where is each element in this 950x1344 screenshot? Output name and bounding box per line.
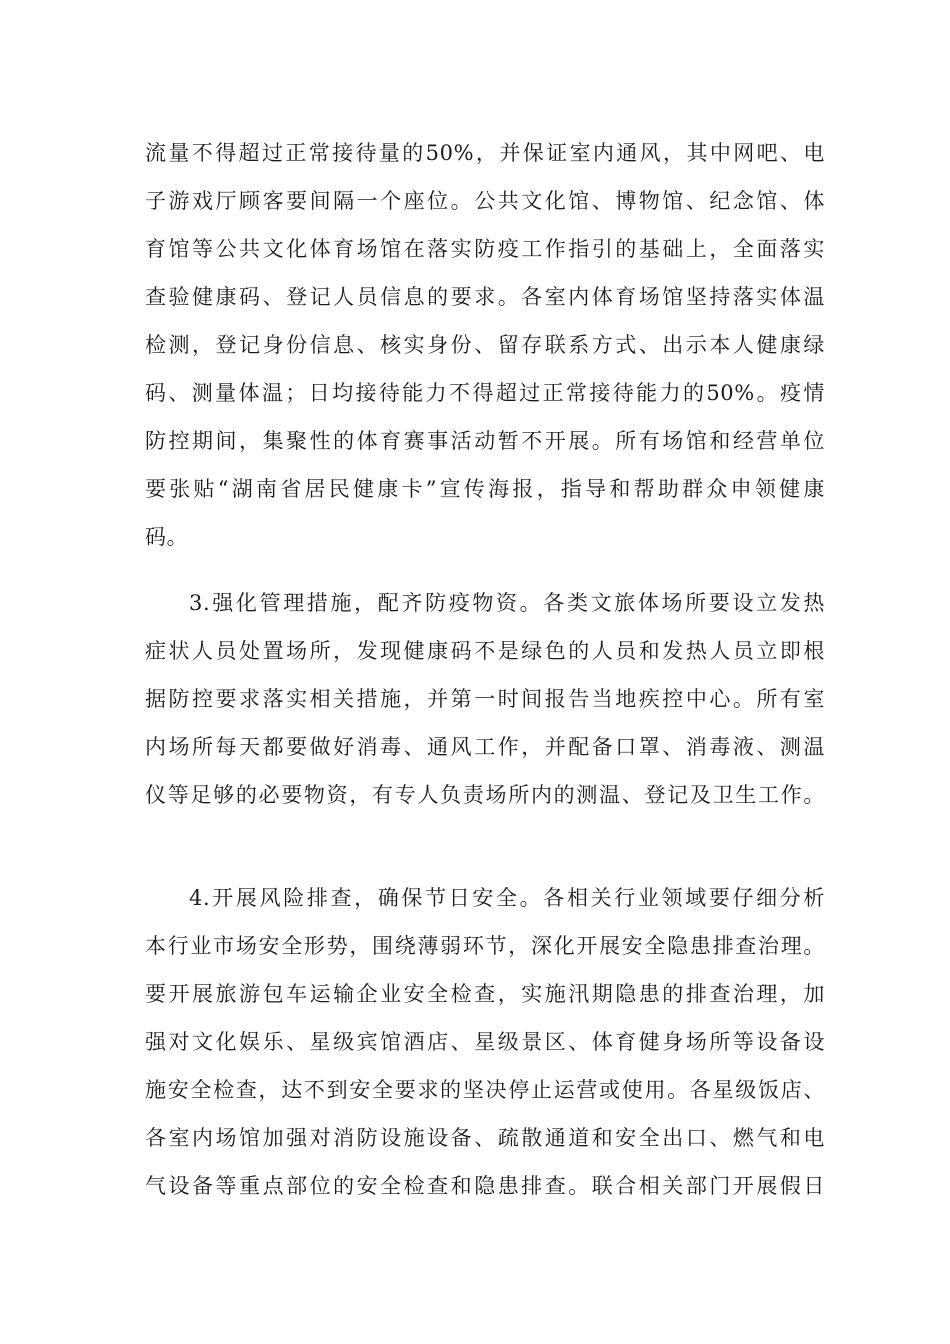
- text-line: 码。: [145, 525, 189, 549]
- text-line: 育馆等公共文化体育场馆在落实防疫工作指引的基础上，全面落实: [145, 237, 825, 261]
- text-line: 检测，登记身份信息、核实身份、留存联系方式、出示本人健康绿: [145, 333, 825, 357]
- text-line: 据防控要求落实相关措施，并第一时间报告当地疾控中心。所有室: [145, 687, 825, 711]
- text-line: 各室内场馆加强对消防设施设备、疏散通道和安全出口、燃气和电: [145, 1126, 825, 1150]
- text-line: 防控期间，集聚性的体育赛事活动暂不开展。所有场馆和经营单位: [145, 429, 825, 453]
- text-line: 子游戏厅顾客要间隔一个座位。公共文化馆、博物馆、纪念馆、体: [145, 189, 825, 213]
- text-line: 内场所每天都要做好消毒、通风工作，并配备口罩、消毒液、测温: [145, 735, 825, 759]
- text-line: 本行业市场安全形势，围绕薄弱环节，深化开展安全隐患排查治理。: [145, 934, 825, 958]
- text-line: 强对文化娱乐、星级宾馆酒店、星级景区、体育健身场所等设备设: [145, 1030, 825, 1054]
- text-line: 查验健康码、登记人员信息的要求。各室内体育场馆坚持落实体温: [145, 285, 825, 309]
- section-heading-line: 3.强化管理措施，配齐防疫物资。各类文旅体场所要设立发热: [189, 591, 825, 615]
- text-line: 症状人员处置场所，发现健康码不是绿色的人员和发热人员立即根: [145, 639, 825, 663]
- text-line: 仪等足够的必要物资，有专人负责场所内的测温、登记及卫生工作。: [145, 783, 825, 807]
- text-line: 要开展旅游包车运输企业安全检查，实施汛期隐患的排查治理，加: [145, 982, 825, 1006]
- text-line: 流量不得超过正常接待量的50%，并保证室内通风，其中网吧、电: [145, 141, 825, 165]
- text-line: 要张贴“湖南省居民健康卡”宣传海报，指导和帮助群众申领健康: [145, 477, 825, 501]
- text-line: 码、测量体温；日均接待能力不得超过正常接待能力的50%。疫情: [145, 381, 825, 405]
- text-line: 施安全检查，达不到安全要求的坚决停止运营或使用。各星级饭店、: [145, 1078, 825, 1102]
- text-line: 气设备等重点部位的安全检查和隐患排查。联合相关部门开展假日: [145, 1174, 825, 1198]
- section-heading-line: 4.开展风险排查，确保节日安全。各相关行业领域要仔细分析: [189, 886, 825, 910]
